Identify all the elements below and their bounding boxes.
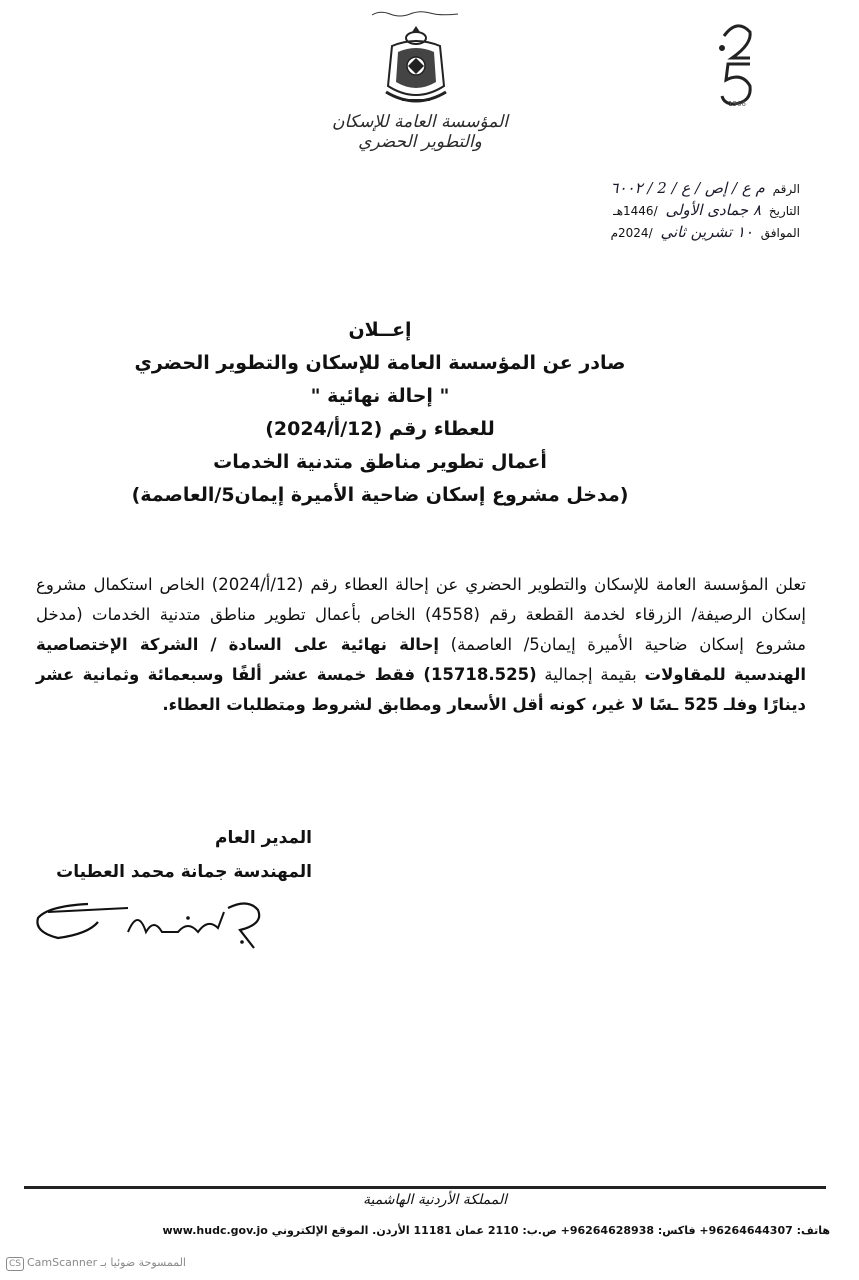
camscanner-badge-icon: CS [6,1257,24,1271]
handwritten-signature [28,888,268,958]
heading-line-4: للعطاء رقم (12/أ/2024) [265,418,495,440]
reference-number-value: م ع / إص / ع / 2 / ٦٠٠٢ [610,179,765,197]
reference-number-label: الرقم [772,182,800,196]
organization-name: المؤسسة العامة للإسكان والتطوير الحضري [332,112,508,152]
reference-date-year: /1446هـ [613,204,658,218]
reference-number-row [560,178,800,200]
camscanner-watermark [6,1256,216,1271]
signatory-name: المهندسة جمانة محمد العطيات [56,862,312,882]
anniversary-caption: 1966 [728,100,746,108]
reference-block [560,178,800,244]
announcement-heading [100,314,660,512]
body-part-4: (15718.525) فقط خمسة عشر ألفًا وسبعمائة وثمانية عشر دينارًا وفلـ 525 ـسًا لا غير، كونه أقل الأسعار ومطابق لشروط ومتطلبات العطاء. [36,665,806,714]
reference-equiv-year: /2024م [610,226,653,240]
camscanner-text: CamScanner الممسوحة ضوئيا بـ [27,1256,186,1269]
heading-line-5: أعمال تطوير مناطق متدنية الخدمات [213,451,547,473]
reference-equiv-row [560,222,800,244]
announcement-body [36,570,806,720]
footer-country: المملكة الأردنية الهاشمية [362,1192,508,1208]
heading-line-6: (مدخل مشروع إسكان ضاحية الأميرة إيمان5/العاصمة) [131,484,629,506]
body-part-3: بقيمة إجمالية [536,665,645,684]
signatory-title: المدير العام [215,828,312,848]
header-small-text-mark [370,8,460,18]
body-part-1: تعلن المؤسسة العامة للإسكان والتطوير الحضري عن إحالة العطاء رقم (12/أ/2024) الخاص استكمال مشروع إسكان الرصيفة/ الزرقاء لخدمة القطعة رقم (4558) الخاص بأعمال تطوير مناطق متدنية الخدمات (مدخل مشروع إسكان ضاحية الأميرة إيمان5/ العاصمة) [36,575,807,654]
reference-equiv-label: الموافق [760,226,800,240]
footer-divider [24,1186,826,1189]
coat-of-arms-icon [378,22,454,110]
heading-line-3: " إحالة نهائية " [310,385,450,407]
footer-contact: هاتف: 96264644307+ فاكس: 96264628938+ ص.ب: 2110 عمان 11181 الأردن. الموقع الإلكتروني www.hudc.gov.jo [162,1224,830,1237]
heading-line-2: صادر عن المؤسسة العامة للإسكان والتطوير الحضري [134,352,626,374]
body-part-2: إحالة نهائية على السادة / الشركة الإختصاصية الهندسية للمقاولات [36,635,806,684]
anniversary-logo-icon [712,14,762,114]
reference-date-value: ٨ جمادى الأولى [665,201,762,219]
reference-date-row [560,200,800,222]
heading-line-1: إعــلان [348,319,412,341]
reference-date-label: التاريخ [768,204,800,218]
reference-equiv-value: ١٠ تشرين ثاني [660,223,753,241]
